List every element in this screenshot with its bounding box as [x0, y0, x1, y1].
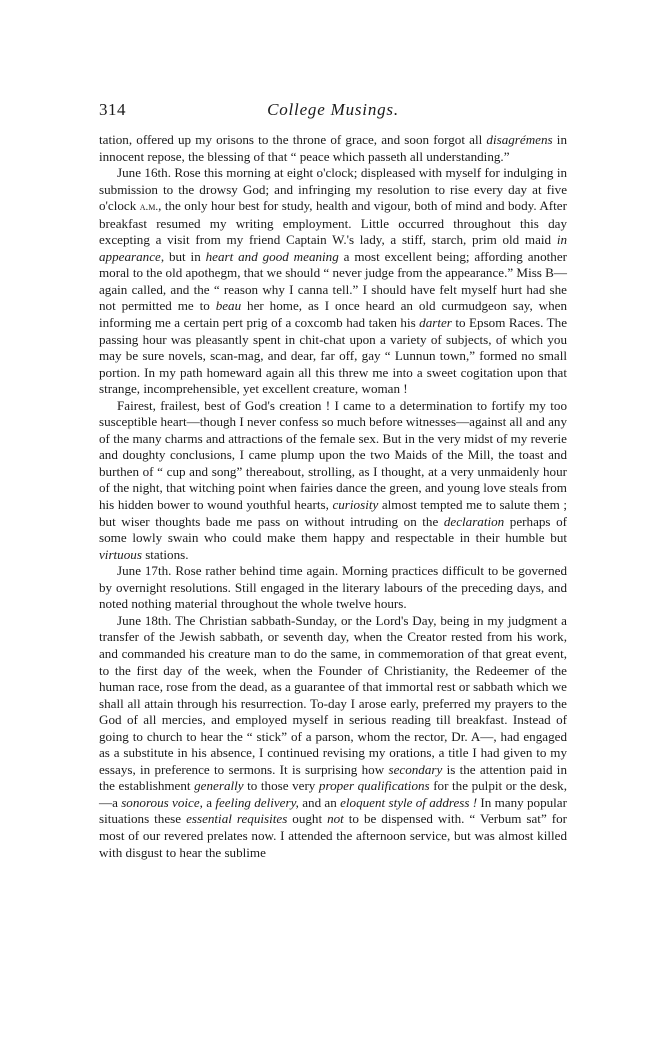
text-run: and an: [298, 794, 341, 810]
text-run: In many popular situations these: [99, 794, 567, 827]
paragraph: [99, 398, 567, 563]
text-run: for the pulpit or the desk,—a: [99, 778, 567, 810]
text-run: , but in: [160, 248, 206, 264]
italic-text-run: disagrémens: [486, 132, 553, 147]
text-run: almost tempted me to salute them ; but wiser thoughts bade me pass on without intruding on the: [99, 497, 567, 529]
text-run: , the only hour best for study, health and vigour, both of mind and body. After breakfast resumed my writing employment. Little occurred throughout this day excepting a visit from my friend Captain W.'s lady, a stiff, starch, prim old maid: [99, 198, 567, 248]
paragraph: [99, 132, 567, 165]
italic-text-run: generally: [194, 778, 244, 794]
italic-text-run: sonorous voice,: [121, 794, 203, 810]
italic-text-run: feeling delivery,: [215, 794, 299, 810]
running-title: College Musings.: [267, 100, 399, 119]
italic-text-run: darter: [419, 315, 452, 331]
text-run: perhaps of some lowly swain who could make them happy and respectable in their humble but: [99, 513, 567, 546]
text-run: in innocent repose, the blessing of that “ peace which passeth all understanding.”: [99, 132, 567, 164]
text-run: tation, offered up my orisons to the throne of grace, and soon forgot all: [99, 132, 487, 147]
italic-text-run: not: [327, 811, 344, 827]
text-run: ought: [287, 811, 328, 827]
text-run: June 18th. The Christian sabbath-Sunday, or the Lord's Day, being in my judgment a transfer of the Jewish sabbath, or seventh day, when the Creator rested from his work, and commanded his creature man to do the same, in commemoration of that great event, to the first day of the week, when the Founder of Christianity, the Redeemer of the human race, rose from the dead, as a guarantee of that immortal rest or sabbath which we shall all attain through his resurrection. To-day I arose early, preferred my prayers to the God of all mercies, and employed myself in serious reading till breakfast. Instead of going to church to hear the “ stick” of a parson, whom the rector, Dr. A—, had engaged as a substitute in his absence, I continued revising my orations, a title I had given to my essays, in preference to sermons. It is surprising how: [99, 612, 567, 777]
italic-text-run: beau: [215, 298, 242, 314]
text-run: June 17th. Rose rather behind time again. Morning practices difficult to be governed by overnight resolutions. Still engaged in the literary labours of the preceding days, and noted nothing material throughout the whole twelve hours.: [99, 563, 567, 612]
book-page: [99, 100, 567, 861]
italic-text-run: curiosity: [332, 497, 379, 513]
italic-text-run: proper qualifications: [318, 778, 430, 794]
text-run: a.m.: [139, 201, 159, 214]
text-run: her home, as I once heard an old curmudgeon say, when informing me a certain pert prig of a coxcomb had taken his: [99, 298, 567, 331]
text-run: is the attention paid in the establishment: [99, 761, 567, 794]
text-run: June 16th. Rose this morning at eight o'clock; displeased with myself for indulging in submission to the drowsy God; and infringing my resolution to rise every day at five o'clock: [99, 165, 567, 214]
italic-text-run: in appearance: [99, 232, 567, 264]
italic-text-run: virtuous: [99, 546, 142, 562]
text-run: to be dispensed with. “ Verbum sat” for most of our revered prelates now. I attended the afternoon service, but was almost killed with disgust to hear the sublime: [99, 811, 568, 860]
paragraph: [99, 563, 567, 613]
italic-text-run: heart and good meaning: [205, 248, 339, 264]
text-run: to Epsom Races. The passing hour was pleasantly spent in chit-chat upon a variety of subjects, of which you may be sure novels, scan-mag, and dear, far off, gay “ Lunnun town,” formed no small portion. In my path homeward again all this threw me into a sweet cogitation upon that strange, incomprehensible, yet excellent creature, woman !: [99, 315, 568, 397]
paragraph: [99, 165, 567, 398]
text-run: a most excellent being; affording another moral to the old apothegm, that we should “ never judge from the appearance.” Miss B— again called, and the “ reason why I canna tell.” I should have felt myself hurt had she not permitted me to: [99, 248, 567, 314]
text-run: a: [202, 794, 216, 810]
text-run: to those very: [243, 778, 319, 794]
text-run: stations.: [141, 546, 189, 562]
body-text: [99, 132, 567, 861]
paragraph: [99, 613, 567, 861]
italic-text-run: secondary: [388, 761, 443, 777]
italic-text-run: eloquent style of address !: [340, 794, 478, 810]
italic-text-run: essential requisites: [186, 811, 288, 827]
italic-text-run: declaration: [443, 513, 505, 529]
text-run: Fairest, frailest, best of God's creation ! I came to a determination to fortify my too susceptible heart—though I never confess so much before witnesses—against all and any of the many charms and attractions of the female sex. But in the very midst of my reverie and doughty conclusions, I came plump upon the two Maids of the Mill, the toast and burthen of “ cup and song” thereabout, strolling, as I thought, at a very unmaidenly hour of the night, that witching point when fairies dance the green, and young love steals from his hidden bower to wound youthful hearts,: [99, 397, 567, 513]
page-number: 314: [99, 100, 126, 119]
running-header: [99, 100, 567, 126]
